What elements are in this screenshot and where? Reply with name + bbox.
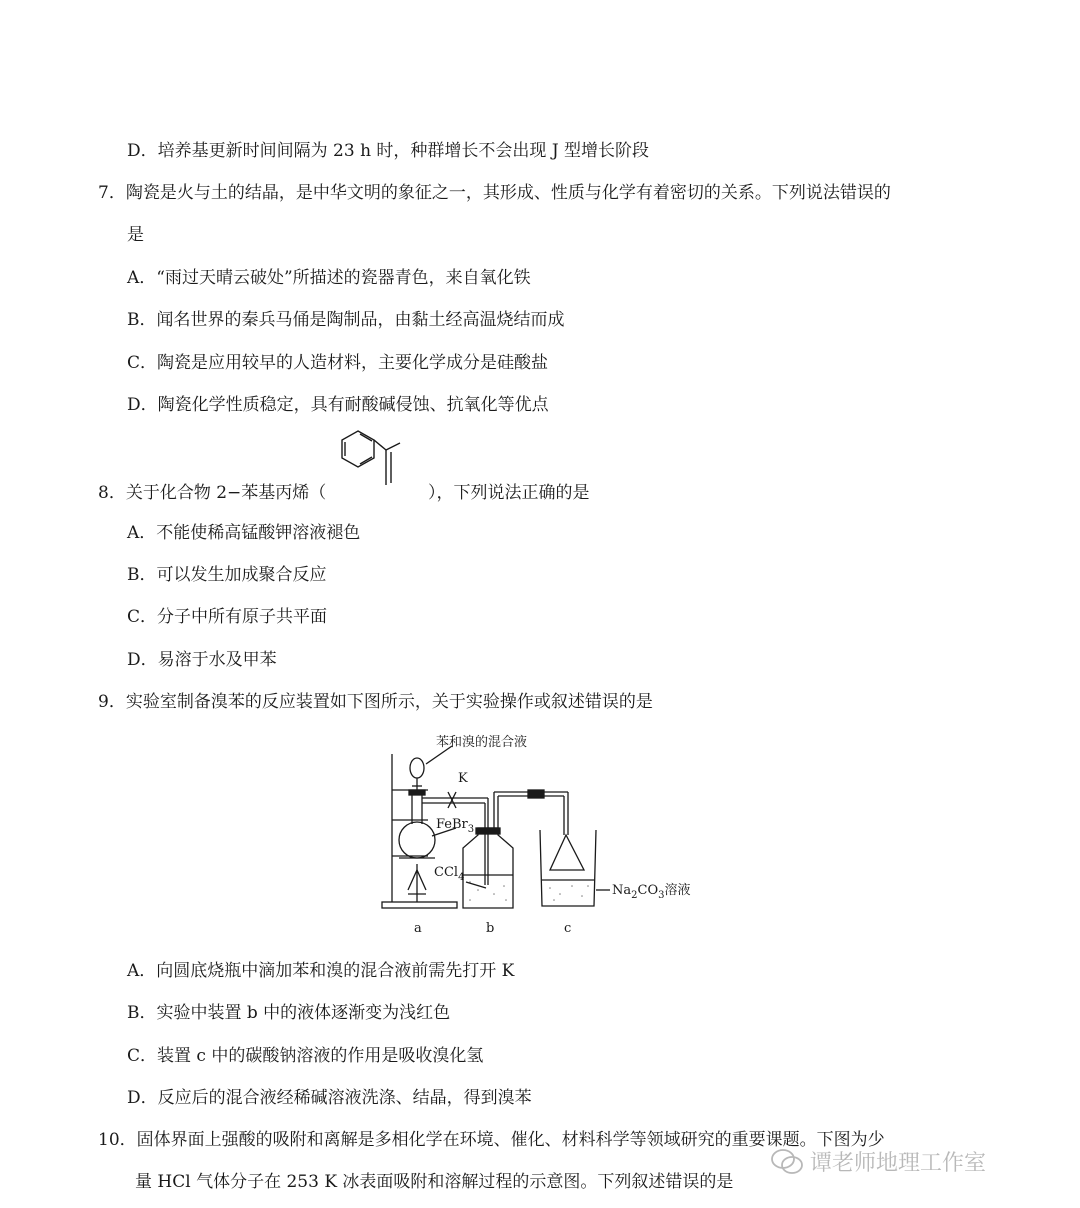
- q7-option-d: D．陶瓷化学性质稳定，具有耐酸碱侵蚀、抗氧化等优点: [127, 395, 549, 415]
- label-na2co3-b: CO: [637, 883, 659, 898]
- q7-option-a: A．“雨过天晴云破处”所描述的瓷器青色，来自氧化铁: [127, 268, 531, 288]
- q8-option-b: B．可以发生加成聚合反应: [127, 565, 327, 585]
- label-b: b: [486, 921, 495, 936]
- q9-stem: 9．实验室制备溴苯的反应装置如下图所示，关于实验操作或叙述错误的是: [98, 692, 653, 712]
- q7-stem-line1: 7．陶瓷是火与土的结晶，是中华文明的象征之一，其形成、性质与化学有着密切的关系。下列说法错误的: [98, 183, 891, 203]
- label-febr3-sub: 3: [467, 824, 475, 835]
- q6-option-d: D．培养基更新时间间隔为 23 h 时，种群增长不会出现 J 型增长阶段: [127, 141, 650, 161]
- svg-text:Na2CO3溶液: [612, 882, 691, 901]
- label-na2co3-c: 溶液: [664, 883, 691, 898]
- q7-stem-line2: 是: [127, 225, 144, 245]
- q7-option-b: B．闻名世界的秦兵马俑是陶制品，由黏土经高温烧结而成: [127, 310, 565, 330]
- q9-option-c: C．装置 c 中的碳酸钠溶液的作用是吸收溴化氢: [127, 1046, 484, 1066]
- svg-text:CCl4: [434, 865, 464, 883]
- bromobenzene-apparatus-diagram: [370, 730, 710, 940]
- q10-stem-line1: 10．固体界面上强酸的吸附和离解是多相化学在环境、催化、材料科学等领域研究的重要课题。下图为少: [98, 1130, 885, 1150]
- separatory-funnel: [410, 758, 424, 778]
- q10-stem-line2: 量 HCl 气体分子在 253 K 冰表面吸附和溶解过程的示意图。下列叙述错误的是: [135, 1172, 734, 1192]
- beaker-c: [540, 830, 596, 906]
- q9-option-b: B．实验中装置 b 中的液体逐渐变为浅红色: [127, 1003, 451, 1023]
- q8-stem-after: ），下列说法正确的是: [428, 483, 590, 503]
- label-febr3: FeBr: [436, 817, 468, 832]
- q8-stem-before: 8．关于化合物 2−苯基丙烯（: [98, 483, 327, 503]
- label-k: K: [458, 771, 468, 786]
- q8-option-c: C．分子中所有原子共平面: [127, 607, 328, 627]
- label-na2co3-sub2: 3: [658, 890, 665, 901]
- stand-base: [382, 902, 457, 908]
- watermark: [770, 1146, 986, 1177]
- q9-option-a: A．向圆底烧瓶中滴加苯和溴的混合液前需先打开 K: [127, 961, 515, 981]
- q8-option-a: A．不能使稀高锰酸钾溶液褪色: [127, 523, 361, 543]
- wechat-icon: [770, 1148, 804, 1176]
- watermark-text: 谭老师地理工作室: [810, 1151, 987, 1176]
- q7-option-c: C．陶瓷是应用较早的人造材料，主要化学成分是硅酸盐: [127, 353, 549, 373]
- label-na2co3-a: Na: [612, 883, 632, 898]
- label-c: c: [564, 921, 572, 936]
- 2-phenylpropene-structure: [330, 425, 430, 501]
- q9-option-d: D．反应后的混合液经稀碱溶液洗涤、结晶，得到溴苯: [127, 1088, 532, 1108]
- label-ccl4: CCl: [434, 865, 459, 880]
- label-ccl4-sub: 4: [458, 872, 465, 883]
- q8-option-d: D．易溶于水及甲苯: [127, 650, 277, 670]
- label-na2co3-sub1: 2: [631, 890, 638, 901]
- label-a: a: [414, 921, 422, 936]
- label-mixture: 苯和溴的混合液: [436, 735, 528, 750]
- round-bottom-flask: [399, 822, 435, 858]
